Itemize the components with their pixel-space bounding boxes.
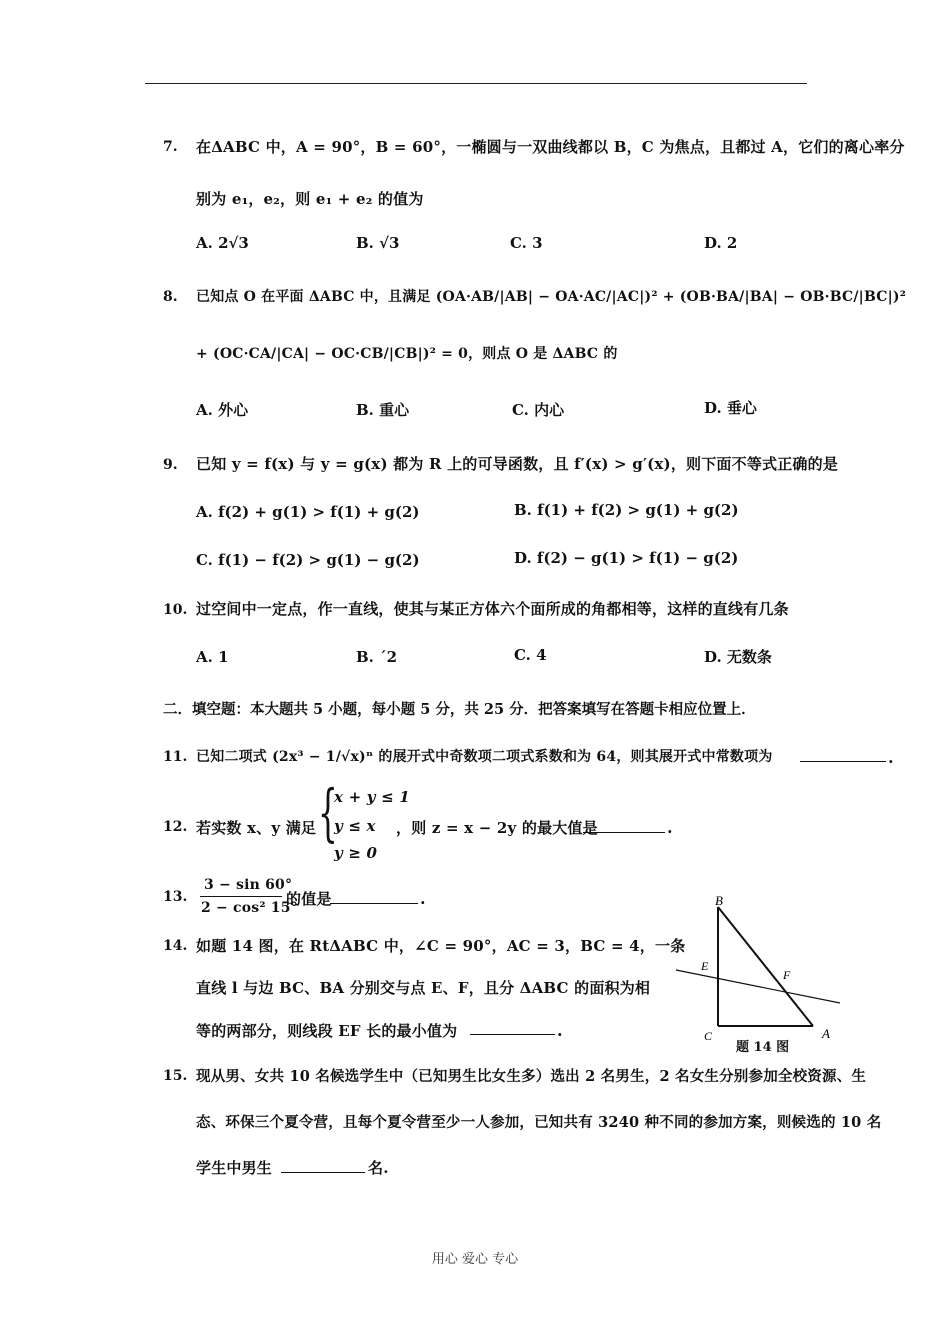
q13-number: 13. (163, 889, 188, 905)
label-a: A (822, 1026, 830, 1041)
q9-option-d: D. f(2) − g(1) > f(1) − g(2) (514, 549, 739, 567)
q15-line3-post: 名. (368, 1159, 389, 1177)
q7-line2: 别为 e₁，e₂，则 e₁ + e₂ 的值为 (196, 190, 424, 208)
q7-option-a: A. 2√3 (196, 234, 249, 252)
label-e: E (701, 959, 709, 973)
q12-answer-blank (583, 832, 665, 833)
q9-option-c: C. f(1) − f(2) > g(1) − g(2) (196, 551, 420, 569)
q11-number: 11. (163, 749, 188, 765)
q14-number: 14. (163, 938, 188, 954)
q12-post: ，则 z = x − 2y 的最大值是 (396, 819, 598, 837)
label-f: F (783, 968, 791, 982)
q10-line1: 过空间中一定点，作一直线，使其与某正方体六个面所成的角都相等，这样的直线有几条 (196, 600, 789, 618)
q9-option-b: B. f(1) + f(2) > g(1) + g(2) (514, 501, 739, 519)
q13-post: 的值是 (286, 890, 332, 908)
q15-line3-pre: 学生中男生 (196, 1159, 273, 1177)
label-b: B (715, 895, 723, 908)
q7-line1: 在ΔABC 中，A = 90°，B = 60°，一椭圆与一双曲线都以 B，C 为焦点，且都过 A，它们的离心率分 (196, 138, 905, 156)
q8-line2: + (OC·CA/|CA| − OC·CB/|CB|)² = 0，则点 O 是 ΔABC 的 (196, 346, 618, 362)
q12-constraint-2: y ≤ x (334, 817, 376, 835)
q10-option-b: B. ˊ2 (356, 648, 398, 666)
q14-answer-blank (470, 1034, 555, 1035)
q12-brace: { (318, 776, 338, 849)
q8-line1: 已知点 O 在平面 ΔABC 中，且满足 (OA·AB/|AB| − OA·AC/|AC|)² + (OB·BA/|BA| − OB·BC/|BC|)² (196, 289, 907, 305)
q13-answer-blank (330, 903, 418, 904)
q8-option-d: D. 垂心 (704, 399, 757, 417)
q12-constraint-3: y ≥ 0 (334, 844, 378, 862)
q14-line2: 直线 l 与边 BC、BA 分别交与点 E、F，且分 ΔABC 的面积为相 (196, 979, 651, 997)
segment-ab (718, 907, 813, 1026)
q11-period: . (888, 748, 894, 767)
q10-option-d: D. 无数条 (704, 648, 772, 666)
q8-option-b: B. 重心 (356, 401, 410, 419)
q11-text: 已知二项式 (2x³ − 1/√x)ⁿ 的展开式中奇数项二项式系数和为 64，则其展开式中常数项为 (196, 749, 773, 765)
q12-constraint-1: x + y ≤ 1 (334, 788, 410, 806)
section-2-heading: 二．填空题：本大题共 5 小题，每小题 5 分，共 25 分．把答案填写在答题卡相应位置上． (163, 701, 756, 718)
q10-option-c: C. 4 (514, 646, 547, 664)
q15-answer-blank (281, 1172, 365, 1173)
q7-number: 7. (163, 139, 178, 155)
q7-option-d: D. 2 (704, 234, 738, 252)
q7-option-c: C. 3 (510, 234, 543, 252)
q9-line1: 已知 y = f(x) 与 y = g(x) 都为 R 上的可导函数，且 f′(x) > g′(x)，则下面不等式正确的是 (196, 455, 839, 473)
q13-period: . (420, 889, 426, 908)
q7-option-b: B. √3 (356, 234, 400, 252)
q9-number: 9. (163, 457, 178, 473)
q13-numerator: 3 − sin 60° (204, 877, 293, 893)
q10-number: 10. (163, 602, 188, 618)
page-footer: 用心 爱心 专心 (431, 1252, 519, 1267)
q15-line2: 态、环保三个夏令营，且每个夏令营至少一人参加，已知共有 3240 种不同的参加方案，则候选的 10 名 (196, 1114, 882, 1131)
q11-answer-blank (800, 761, 886, 762)
q15-line1: 现从男、女共 10 名候选学生中（已知男生比女生多）选出 2 名男生，2 名女生分别参加全校资源、生 (196, 1068, 867, 1085)
q12-number: 12. (163, 819, 188, 835)
q8-option-c: C. 内心 (512, 401, 565, 419)
q9-option-a: A. f(2) + g(1) > f(1) + g(2) (196, 503, 420, 521)
q8-number: 8. (163, 289, 178, 305)
line-l (676, 970, 840, 1003)
q15-number: 15. (163, 1068, 188, 1084)
q14-line3: 等的两部分，则线段 EF 长的最小值为 (196, 1022, 458, 1040)
q14-period: . (557, 1021, 563, 1040)
q8-option-a: A. 外心 (196, 401, 249, 419)
header-rule (145, 83, 807, 84)
q13-fraction-bar (200, 896, 282, 897)
label-c: C (704, 1029, 713, 1043)
q13-denominator: 2 − cos² 15° (201, 900, 298, 916)
q14-line1: 如题 14 图，在 RtΔABC 中，∠C = 90°，AC = 3，BC = 4，一条 (196, 937, 686, 955)
q10-option-a: A. 1 (196, 648, 229, 666)
q12-pre: 若实数 x、y 满足 (196, 819, 317, 837)
figure-14-caption: 题 14 图 (736, 1040, 790, 1055)
q12-period: . (667, 818, 673, 837)
